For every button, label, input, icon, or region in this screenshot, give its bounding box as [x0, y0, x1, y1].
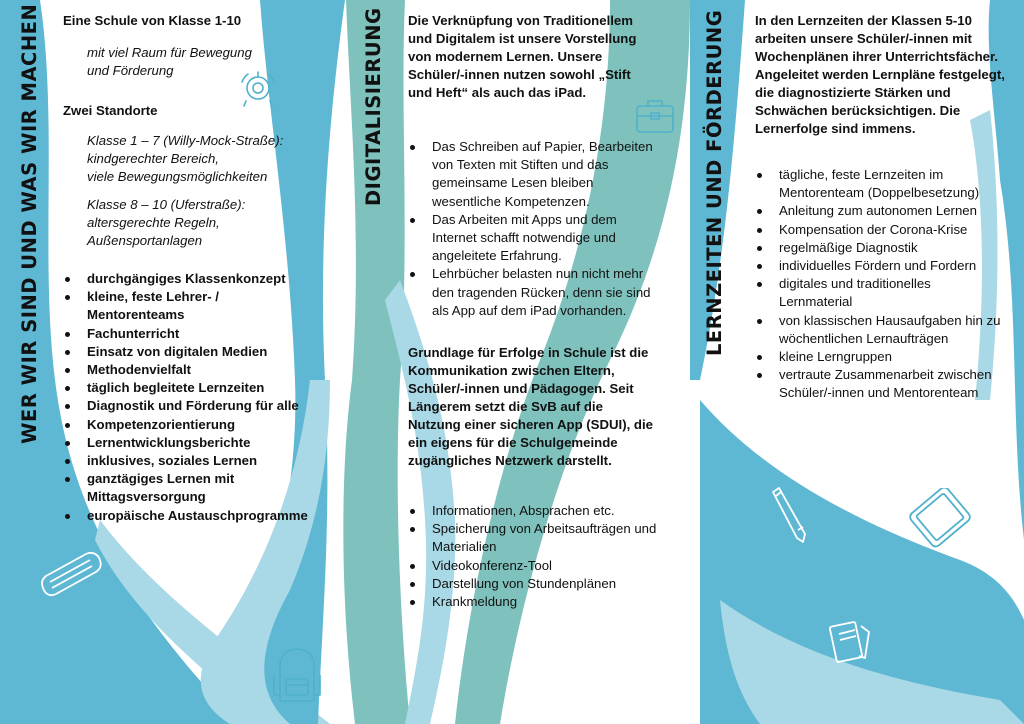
list-item: Videokonferenz-Tool [408, 557, 663, 575]
bell-icon [236, 70, 280, 110]
list-item: Kompensation der Corona-Krise [755, 221, 1010, 239]
col1-loc1-line1: Klasse 1 – 7 (Willy-Mock-Straße): [87, 133, 284, 148]
list-item: durchgängiges Klassenkonzept [63, 270, 338, 288]
tablet-icon [904, 488, 976, 550]
col1-italic1-line1: mit viel Raum für Bewegung [87, 45, 252, 60]
list-item: kleine Lerngruppen [755, 348, 1010, 366]
col1-italic1-line2: und Förderung [87, 63, 174, 78]
list-item: regelmäßige Diagnostik [755, 239, 1010, 257]
col1-heading2: Zwei Standorte [63, 103, 158, 118]
col3-intro: In den Lernzeiten der Klassen 5-10 arbeiten unsere Schüler/-innen mit Wochenplänen ihrer Unterrichtsfächer. Angeleitet werden Lernpläne festgelegt, die diagnostizierte Stärken und Schwächen berücksichtigen. Die Lernerfolge sind immens. [755, 13, 1005, 136]
col1-location1 [63, 132, 343, 186]
list-item: Darstellung von Stundenplänen [408, 575, 663, 593]
list-item: Anleitung zum autonomen Lernen [755, 202, 1010, 220]
notebook-icon [827, 618, 873, 666]
col2-bullet-list-2 [408, 502, 663, 611]
pencil-case-icon [40, 546, 104, 600]
list-item: Einsatz von digitalen Medien [63, 343, 338, 361]
col2-content [408, 12, 668, 611]
list-item: Krankmeldung [408, 593, 663, 611]
list-item: Das Arbeiten mit Apps und dem Internet schafft notwendige und angeleitete Erfahrung. [408, 211, 647, 266]
col3-vertical-title: LERNZEITEN UND FÖRDERUNG [703, 9, 726, 356]
list-item: ganztägiges Lernen mit Mittagsversorgung [63, 470, 262, 506]
list-item: inklusives, soziales Lernen [63, 452, 338, 470]
list-item: Lehrbücher belasten nun nicht mehr den tragenden Rücken, denn sie sind als App auf dem iPad vorhanden. [408, 265, 653, 320]
col1-loc2-line3: Außensportanlagen [87, 233, 203, 248]
list-item: Informationen, Absprachen etc. [408, 502, 663, 520]
list-item: Lernentwicklungsberichte [63, 434, 338, 452]
col1-italic1 [63, 44, 343, 80]
col1-content [63, 12, 343, 525]
col1-vertical-title: WER WIR SIND UND WAS WIR MACHEN [18, 3, 41, 444]
list-item: europäische Austauschprogramme [63, 507, 338, 525]
list-item: digitales und traditionelles Lernmaterial [755, 275, 979, 311]
col3-bullet-list [755, 166, 1010, 403]
col2-intro: Die Verknüpfung von Traditionellem und Digitalem ist unsere Vorstellung von modernem Lernen. Unsere Schüler/-innen nutzen sowohl „Stift und Heft“ als auch das iPad. [408, 13, 637, 100]
col2-paragraph2: Grundlage für Erfolge in Schule ist die Kommunikation zwischen Eltern, Schüler/-innen und Pädagogen. Seit Längerem setzt die SvB auf die Nutzung einer sicheren App (SDUI), die ein eigens für die Schulgemeinde zugängliches Netzwerk darstellt. [408, 345, 653, 469]
list-item: Speicherung von Arbeitsaufträgen und Materialien [408, 520, 662, 556]
list-item: täglich begleitete Lernzeiten [63, 379, 338, 397]
list-item: tägliche, feste Lernzeiten im Mentorenteam (Doppelbesetzung) [755, 166, 1010, 202]
list-item: vertraute Zusammenarbeit zwischen Schüler/-innen und Mentorenteam [755, 366, 999, 402]
list-item: kleine, feste Lehrer- / Mentorenteams [63, 288, 257, 324]
col3-content [755, 12, 1015, 403]
list-item: Methodenvielfalt [63, 361, 338, 379]
pencil-icon [767, 486, 811, 546]
col2-vertical-title: DIGITALISIERUNG [362, 7, 385, 206]
list-item: Diagnostik und Förderung für alle [63, 397, 338, 415]
briefcase-icon [633, 96, 677, 136]
col2-bullet-list-1 [408, 138, 653, 320]
list-item: von klassischen Hausaufgaben hin zu wöchentlichen Lernaufträgen [755, 312, 1010, 348]
col1-heading1: Eine Schule von Klasse 1-10 [63, 13, 242, 28]
col1-loc1-line3: viele Bewegungsmöglichkeiten [87, 169, 268, 184]
col1-loc2-line1: Klasse 8 – 10 (Uferstraße): [87, 197, 246, 212]
col1-location2 [63, 196, 343, 250]
list-item: Fachunterricht [63, 325, 338, 343]
col1-loc1-line2: kindgerechter Bereich, [87, 151, 219, 166]
list-item: Das Schreiben auf Papier, Bearbeiten von Texten mit Stiften und das gemeinsame Lesen bleiben wesentliche Kompetenzen. [408, 138, 653, 211]
list-item: individuelles Fördern und Fordern [755, 257, 1010, 275]
col1-loc2-line2: altersgerechte Regeln, [87, 215, 220, 230]
list-item: Kompetenzorientierung [63, 416, 338, 434]
backpack-icon [270, 645, 324, 705]
col1-bullet-list [63, 270, 338, 525]
